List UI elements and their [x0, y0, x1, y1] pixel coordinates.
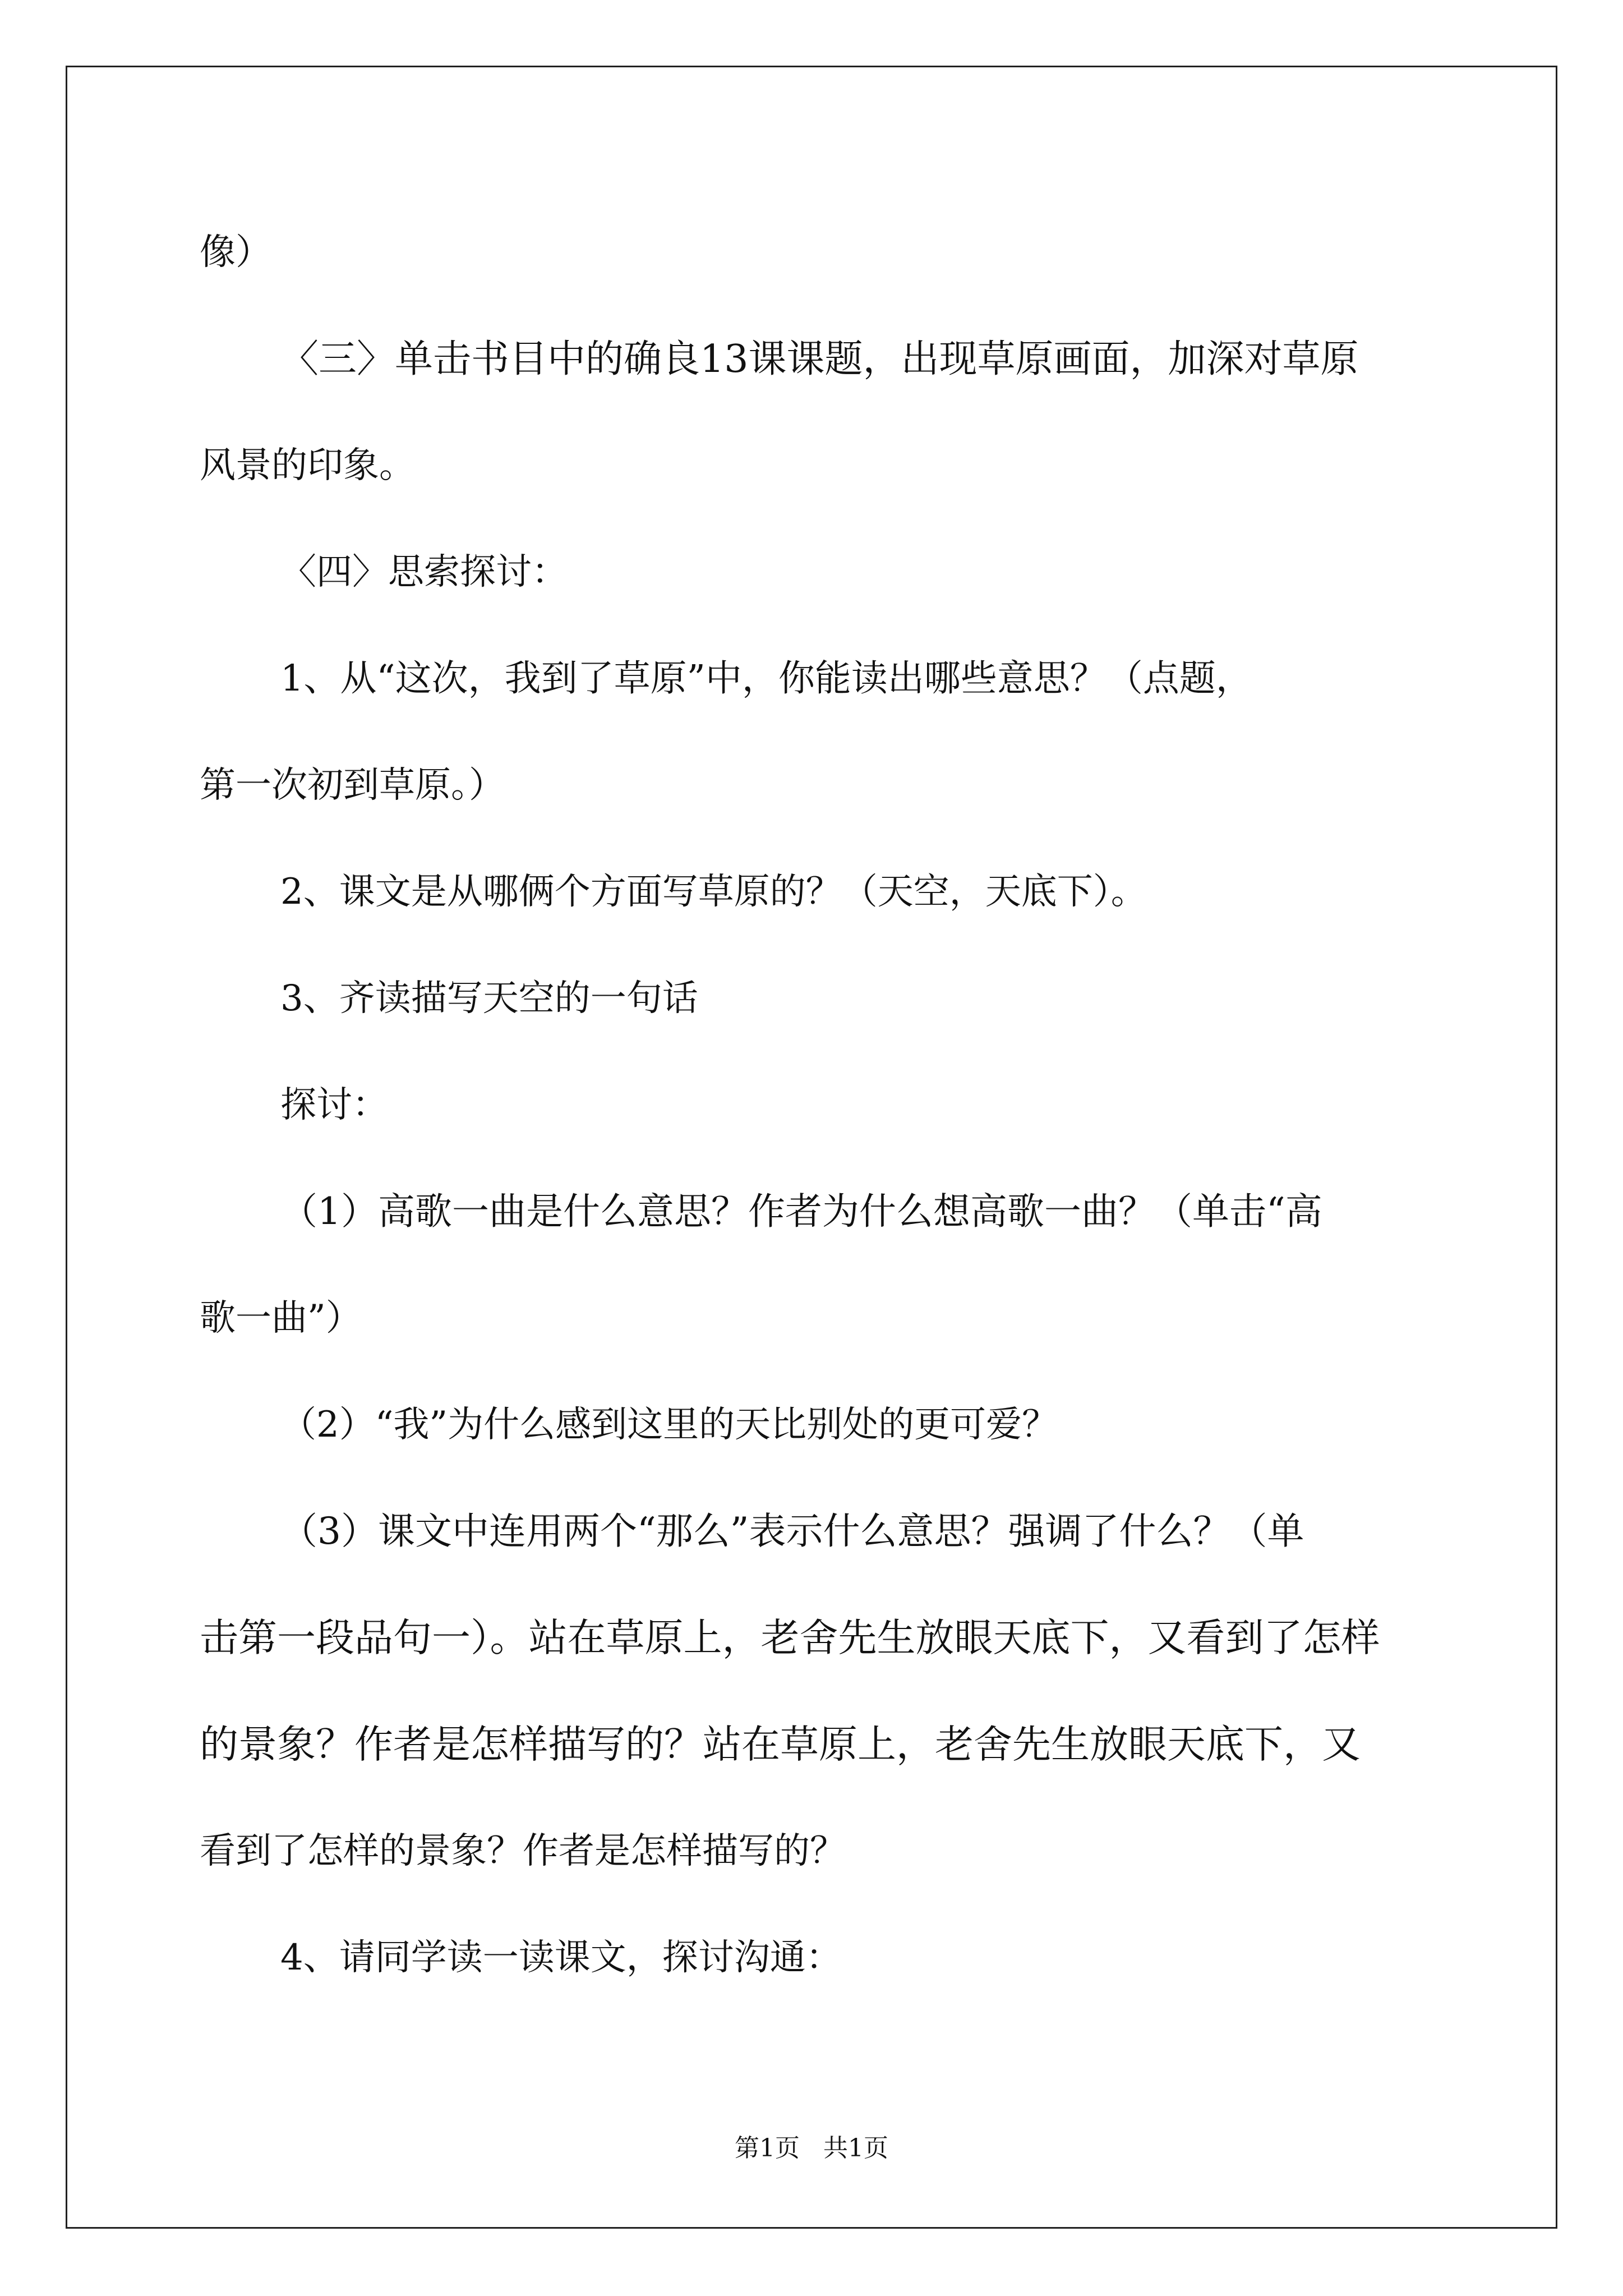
text-line-1: 像）	[200, 232, 271, 273]
text-line-7: 2、课文是从哪俩个方面写草原的？（天空，天底下）。	[280, 871, 1147, 913]
text-line-10: （1）高歌一曲是什么意思？作者为什么想高歌一曲？（单击“高	[280, 1190, 1322, 1233]
text-line-8: 3、齐读描写天空的一句话	[280, 978, 698, 1019]
text-line-17-visible: 4、请同学读一读课文，探讨沟通：	[280, 1937, 842, 1978]
page-number-footer: 第1页 共1页	[735, 2134, 888, 2162]
text-line-15: 的景象？作者是怎样描写的？站在草原上，老舍先生放眼天底下，又	[200, 1722, 1361, 1767]
text-line-13: （3）课文中连用两个“那么”表示什么意思？强调了什么？（单	[280, 1510, 1304, 1553]
text-line-4: 〈四〉思索探讨：	[280, 551, 568, 593]
text-line-9: 探讨：	[280, 1084, 388, 1126]
text-line-12: （2）“我”为什么感到这里的天比别处的更可爱？	[280, 1404, 1058, 1446]
text-line-6: 第一次初到草原。）	[200, 765, 505, 806]
text-line-11: 歌一曲”）	[200, 1297, 362, 1339]
page-border	[66, 66, 1557, 2229]
text-line-3: 风景的印象。	[200, 445, 415, 486]
text-line-14: 击第一段品句一）。站在草原上，老舍先生放眼天底下，又看到了怎样	[200, 1616, 1380, 1660]
text-line-2: 〈三〉单击书目中的确良13课课题，出现草原画面，加深对草原	[280, 337, 1359, 381]
text-line-5: 1、从“这次，我到了草原”中，你能读出哪些意思？（点题，	[280, 657, 1252, 700]
text-line-16: 看到了怎样的景象？作者是怎样描写的？	[200, 1830, 846, 1872]
